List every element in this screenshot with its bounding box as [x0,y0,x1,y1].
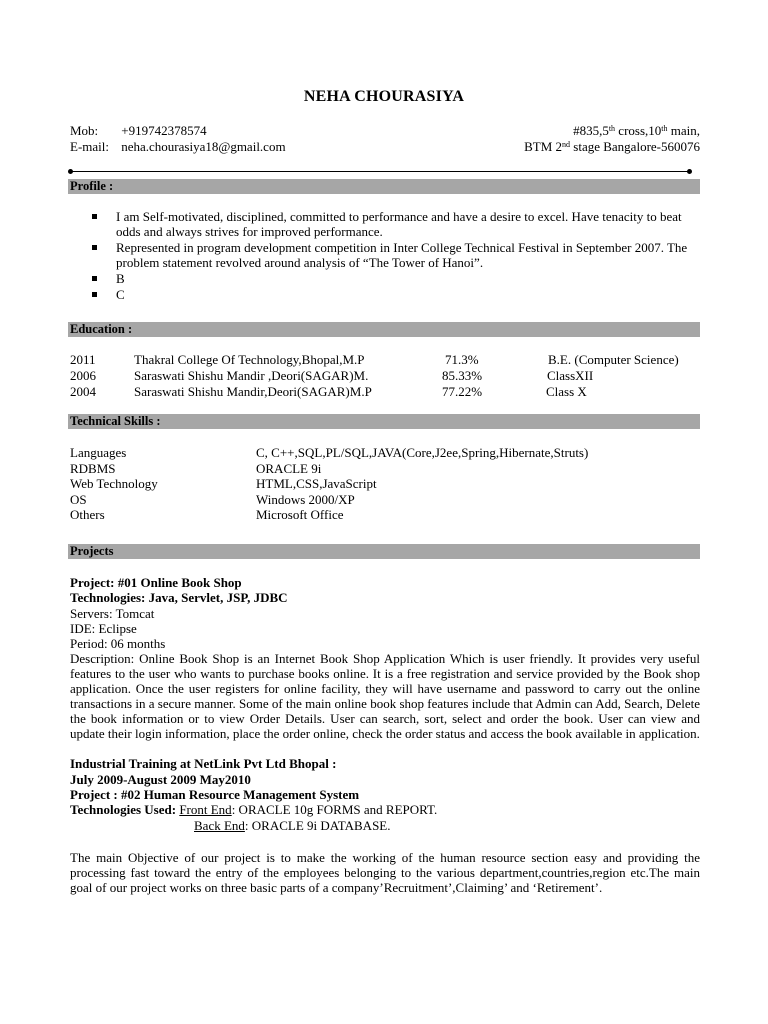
edu-degree: B.E. (Computer Science) [548,352,679,367]
table-row [70,492,710,508]
divider-end-dot [687,169,692,174]
projects-heading: Projects [68,544,700,559]
table-row [70,445,710,461]
front-end-value: : ORACLE 10g FORMS and REPORT. [231,802,438,818]
candidate-name: NEHA CHOURASIYA [303,88,465,105]
skill-value: Microsoft Office [256,507,344,522]
bullet-icon [92,245,97,250]
project-1-servers: Servers: Tomcat [70,605,155,621]
address-part: stage Bangalore-560076 [570,139,700,154]
edu-year: 2004 [70,384,96,399]
profile-heading: Profile : [68,179,700,194]
front-end-label: Front End [179,802,232,818]
project-2-back-end [70,818,700,833]
mobile-row [70,123,400,139]
bullet-icon [92,214,97,219]
project-1-title: Project: #01 Online Book Shop [70,575,242,590]
edu-institute: Saraswati Shishu Mandir ,Deori(SAGAR)M. [134,368,369,383]
address-line-2 [440,139,700,155]
list-item [90,240,702,270]
edu-score: 85.33% [442,368,483,383]
table-row [70,476,710,492]
spacer [70,741,700,756]
header-divider [70,171,690,172]
divider-end-dot [68,169,73,174]
edu-score: 77.22% [442,384,483,399]
address-part: cross,10 [615,123,662,138]
table-row [70,352,710,368]
project-1-technologies: Technologies: Java, Servlet, JSP, JDBC [70,590,288,606]
technologies-used-label: Technologies Used: [70,802,180,818]
training-title: Industrial Training at NetLink Pvt Ltd Bhopal : [70,756,337,772]
list-item [90,271,702,286]
skill-label: Web Technology [70,476,158,491]
address-part: #835,5 [573,123,609,138]
list-item [90,287,702,302]
list-item [90,209,702,239]
project-1-period: Period: 06 months [70,636,166,652]
address-sup: th [661,124,668,133]
skills-table [70,445,710,523]
skills-heading: Technical Skills : [68,414,700,429]
bullet-icon [92,292,97,297]
project-2-front-end [70,802,700,817]
address-part: main, [667,123,700,138]
edu-institute: Thakral College Of Technology,Bhopal,M.P [134,352,365,367]
skill-value: ORACLE 9i [256,460,322,476]
skill-value: HTML,CSS,JavaScript [256,476,377,491]
email-row [70,139,400,155]
table-row [70,507,710,523]
mobile-value: +919742378574 [121,123,207,138]
skill-label: RDBMS [70,460,116,476]
address-sup: th [608,124,616,133]
table-row [70,461,710,477]
contact-block [70,123,400,155]
projects-section [70,575,700,895]
training-dates: July 2009-August 2009 May2010 [70,771,251,787]
back-end-value: : ORACLE 9i DATABASE. [244,817,391,833]
address-block [440,123,700,155]
email-label: E-mail: [70,139,109,154]
edu-degree: Class X [546,384,587,399]
profile-list [90,209,702,302]
skill-value: Windows 2000/XP [256,491,355,507]
address-part: BTM 2 [524,139,563,154]
list-item-text: C [116,287,125,302]
address-sup: nd [562,140,571,149]
table-row [70,384,710,400]
project-2-objective: The main Objective of our project is to make the working of the human resource section easy and providing the processing fast toward the entry of the employees belonging to the various department,countries,region etc.The main goal of our project works on three basic parts of a company’Recruitment’,Claiming’ and ‘Retirement’. [70,849,700,895]
skill-label: OS [70,491,87,507]
skill-label: Others [70,507,105,522]
edu-year: 2006 [70,368,96,383]
education-table [70,352,710,400]
list-item-text: I am Self-motivated, disciplined, committed to performance and have a desire to excel. Have tenacity to beat odds and always strives for improved performance. [116,209,682,239]
list-item-text: Represented in program development competition in Inter College Technical Festival in September 2007. The problem statement revolved around analysis of “The Tower of Hanoi”. [116,240,688,270]
address-line-1 [440,123,700,139]
skill-label: Languages [70,445,127,460]
project-1-description: Description: Online Book Shop is an Internet Book Shop Application Which is user friendly. It provides very useful features to the user who wants to purchase books online. It is a free registration and service provided by the Book shop application. Once the user registers for online facility, they will have username and password to carry out the online transactions in a secure manner. Some of the main online book shop features include that Admin can Add, Search, Delete the book information or to view Order Details. User can search, sort, select and order the book. User can view and update their login information, place the order online, check the order status and access the book available in application. [70,651,700,742]
project-2-title: Project : #02 Human Resource Management System [70,787,360,803]
list-item-text: B [116,271,125,286]
project-1-ide: IDE: Eclipse [70,620,137,636]
edu-year: 2011 [70,352,96,367]
email-value: neha.chourasiya18@gmail.com [121,139,286,154]
bullet-icon [92,276,97,281]
table-row [70,368,710,384]
edu-degree: ClassXII [547,368,594,383]
back-end-label: Back End [194,817,245,833]
mobile-label: Mob: [70,123,99,138]
edu-score: 71.3% [445,352,479,367]
edu-institute: Saraswati Shishu Mandir,Deori(SAGAR)M.P [134,384,372,399]
skill-value: C, C++,SQL,PL/SQL,JAVA(Core,J2ee,Spring,Hibernate,Struts) [256,445,589,460]
education-heading: Education : [68,322,700,337]
spacer [70,833,700,850]
